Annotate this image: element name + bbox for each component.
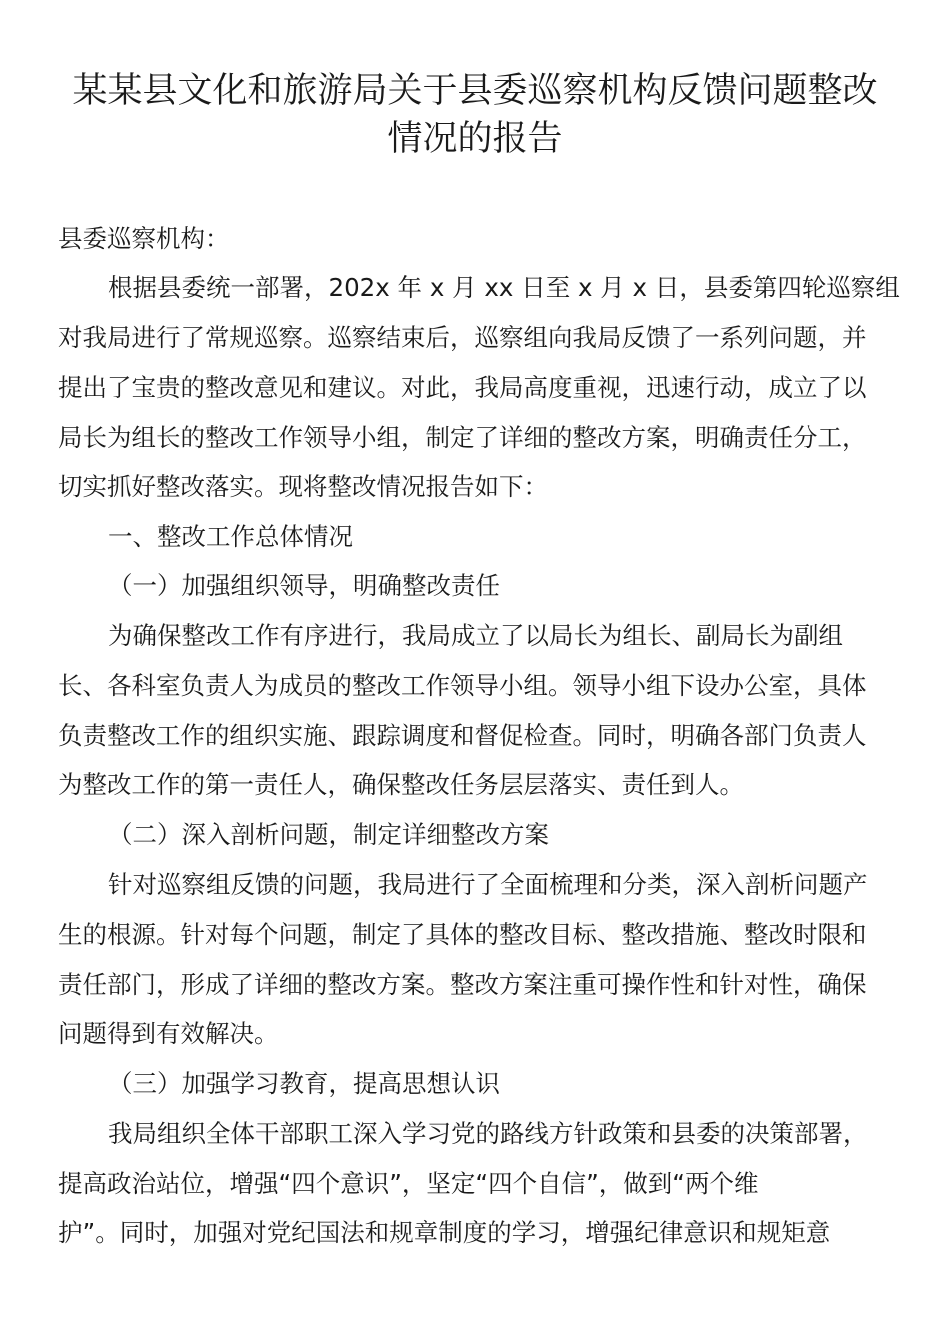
paragraph-line: 提高政治站位，增强“四个意识”，坚定“四个自信”，做到“两个维 bbox=[58, 1169, 759, 1198]
paragraph-line: 问题得到有效解决。 bbox=[58, 1019, 279, 1048]
subsection-heading: （一）加强组织领导，明确整改责任 bbox=[108, 571, 500, 600]
paragraph-line: 我局组织全体干部职工深入学习党的路线方针政策和县委的决策部署， bbox=[108, 1119, 868, 1148]
paragraph-line: 为确保整改工作有序进行，我局成立了以局长为组长、副局长为副组 bbox=[108, 621, 843, 650]
salutation: 县委巡察机构： bbox=[58, 224, 230, 253]
paragraph-line: 生的根源。针对每个问题，制定了具体的整改目标、整改措施、整改时限和 bbox=[58, 920, 867, 949]
paragraph-line: 切实抓好整改落实。现将整改情况报告如下： bbox=[58, 472, 548, 501]
paragraph-line: 根据县委统一部署，202x 年 x 月 xx 日至 x 月 x 日，县委第四轮巡察组 bbox=[108, 273, 900, 302]
document-title-line-2: 情况的报告 bbox=[387, 119, 563, 159]
paragraph-line: 护”。同时，加强对党纪国法和规章制度的学习，增强纪律意识和规矩意 bbox=[58, 1218, 831, 1247]
paragraph-line: 负责整改工作的组织实施、跟踪调度和督促检查。同时，明确各部门负责人 bbox=[58, 721, 867, 750]
document-title-line-1: 某某县文化和旅游局关于县委巡察机构反馈问题整改 bbox=[72, 71, 878, 111]
paragraph-line: 对我局进行了常规巡察。巡察结束后，巡察组向我局反馈了一系列问题，并 bbox=[58, 323, 867, 352]
paragraph-line: 责任部门，形成了详细的整改方案。整改方案注重可操作性和针对性，确保 bbox=[58, 970, 867, 999]
paragraph-line: 提出了宝贵的整改意见和建议。对此，我局高度重视，迅速行动，成立了以 bbox=[58, 373, 867, 402]
section-heading: 一、整改工作总体情况 bbox=[108, 522, 353, 551]
paragraph-line: 局长为组长的整改工作领导小组，制定了详细的整改方案，明确责任分工， bbox=[58, 423, 867, 452]
paragraph-line: 针对巡察组反馈的问题，我局进行了全面梳理和分类，深入剖析问题产 bbox=[108, 870, 868, 899]
subsection-heading: （二）深入剖析问题，制定详细整改方案 bbox=[108, 820, 549, 849]
paragraph-line: 长、各科室负责人为成员的整改工作领导小组。领导小组下设办公室，具体 bbox=[58, 671, 867, 700]
subsection-heading: （三）加强学习教育，提高思想认识 bbox=[108, 1069, 500, 1098]
paragraph-line: 为整改工作的第一责任人，确保整改任务层层落实、责任到人。 bbox=[58, 770, 744, 799]
